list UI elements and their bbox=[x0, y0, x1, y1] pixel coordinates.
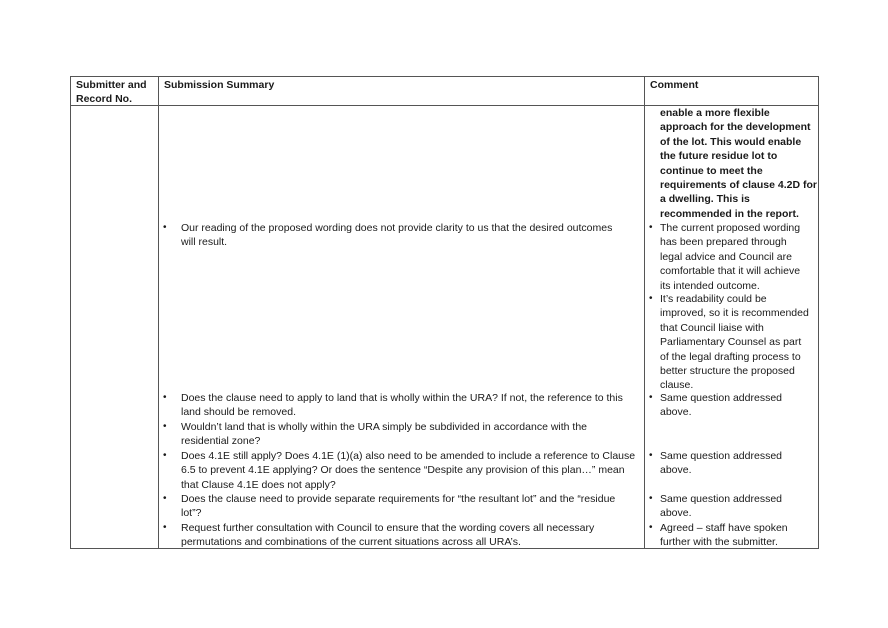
column-divider bbox=[644, 77, 645, 548]
text-line: Wouldn’t land that is wholly within the URA simply be subdivided in accordance with the bbox=[181, 421, 588, 433]
bullet-icon: • bbox=[649, 450, 653, 461]
header-submitter-line: Record No. bbox=[76, 93, 133, 105]
text-line: the future residue lot to bbox=[660, 150, 778, 163]
summary-item bbox=[181, 420, 587, 449]
bullet-icon: • bbox=[649, 522, 653, 533]
header-comment: Comment bbox=[650, 79, 699, 91]
bullet-icon: • bbox=[649, 222, 653, 233]
text-line: above. bbox=[660, 464, 692, 477]
comment-item bbox=[660, 292, 809, 393]
text-line: Does the clause need to apply to land that is wholly within the URA? If not, the reference to this bbox=[181, 392, 623, 404]
text-line: further with the submitter. bbox=[660, 536, 778, 549]
text-line: 6.5 to prevent 4.1E applying? Or does the sentence “Despite any provision of this plan…” mean bbox=[181, 464, 625, 477]
comment-item bbox=[660, 221, 800, 293]
text-line: that Clause 4.1E does not apply? bbox=[181, 478, 336, 491]
text-line: enable a more flexible bbox=[660, 107, 770, 119]
summary-item bbox=[181, 221, 612, 250]
submissions-table bbox=[70, 76, 819, 549]
text-line: will result. bbox=[181, 236, 228, 249]
header-submitter-line: Submitter and bbox=[76, 79, 147, 91]
header-submitter bbox=[76, 78, 147, 106]
bullet-icon: • bbox=[649, 293, 653, 304]
text-line: land should be removed. bbox=[181, 406, 296, 419]
text-line: Request further consultation with Council to ensure that the wording covers all necessary bbox=[181, 522, 595, 534]
text-line: comfortable that it will achieve bbox=[660, 265, 801, 278]
bullet-icon: • bbox=[163, 450, 167, 461]
bullet-icon: • bbox=[163, 222, 167, 233]
comment-item bbox=[660, 449, 782, 478]
bullet-icon: • bbox=[649, 392, 653, 403]
text-line: clause. bbox=[660, 379, 694, 392]
text-line: above. bbox=[660, 406, 692, 419]
text-line: of the legal drafting process to bbox=[660, 350, 801, 363]
text-line: residential zone? bbox=[181, 435, 261, 448]
bullet-icon: • bbox=[163, 522, 167, 533]
text-line: continue to meet the bbox=[660, 164, 763, 177]
text-line: better structure the proposed bbox=[660, 365, 795, 378]
text-line: of the lot. This would enable bbox=[660, 135, 802, 148]
text-line: permutations and combinations of the current situations across all URA’s. bbox=[181, 536, 521, 549]
column-divider bbox=[158, 77, 159, 548]
text-line: approach for the development bbox=[660, 121, 811, 134]
bullet-icon: • bbox=[163, 493, 167, 504]
text-line: a dwelling. This is bbox=[660, 193, 750, 206]
text-line: above. bbox=[660, 507, 692, 520]
header-summary: Submission Summary bbox=[164, 79, 275, 91]
comment-continuation bbox=[660, 106, 817, 221]
text-line: that Council liaise with bbox=[660, 321, 764, 334]
summary-item bbox=[181, 492, 615, 521]
text-line: Same question addressed bbox=[660, 493, 782, 505]
comment-item bbox=[660, 391, 782, 420]
summary-item bbox=[181, 391, 623, 420]
comment-item bbox=[660, 521, 788, 550]
comment-item bbox=[660, 492, 782, 521]
summary-item bbox=[181, 521, 594, 550]
text-line: its intended outcome. bbox=[660, 279, 760, 292]
text-line: lot”? bbox=[181, 507, 202, 520]
text-line: Agreed – staff have spoken bbox=[660, 522, 788, 534]
text-line: requirements of clause 4.2D for bbox=[660, 179, 817, 192]
text-line: improved, so it is recommended bbox=[660, 307, 809, 320]
bullet-icon: • bbox=[163, 421, 167, 432]
text-line: Does the clause need to provide separate requirements for “the resultant lot” and the “residue bbox=[181, 493, 616, 505]
summary-item bbox=[181, 449, 635, 492]
bullet-icon: • bbox=[163, 392, 167, 403]
text-line: Parliamentary Counsel as part bbox=[660, 336, 802, 349]
bullet-icon: • bbox=[649, 493, 653, 504]
text-line: The current proposed wording bbox=[660, 222, 801, 234]
text-line: recommended in the report. bbox=[660, 207, 799, 220]
text-line: Does 4.1E still apply? Does 4.1E (1)(a) also need to be amended to include a reference to Clause bbox=[181, 450, 636, 462]
text-line: Same question addressed bbox=[660, 450, 782, 462]
text-line: legal advice and Council are bbox=[660, 250, 792, 263]
text-line: Our reading of the proposed wording does not provide clarity to us that the desired outcomes bbox=[181, 222, 613, 234]
text-line: It’s readability could be bbox=[660, 293, 767, 305]
text-line: Same question addressed bbox=[660, 392, 782, 404]
text-line: has been prepared through bbox=[660, 236, 787, 249]
